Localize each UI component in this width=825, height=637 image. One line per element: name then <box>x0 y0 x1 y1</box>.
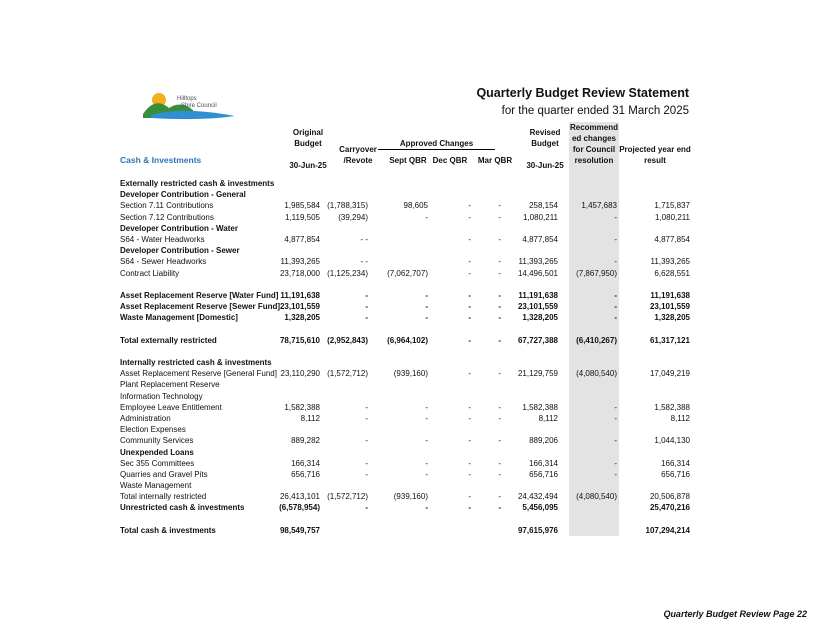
col-dec: Dec QBR <box>432 156 468 165</box>
row-label: Developer Contribution - Water <box>120 223 238 233</box>
row-value-col6: 24,432,494 <box>517 492 558 502</box>
row-value-col8: 11,191,638 <box>650 290 690 300</box>
row-label: Unrestricted cash & investments <box>120 503 245 513</box>
col-revised <box>520 127 570 171</box>
row-value-col1: 1,985,584 <box>284 201 320 211</box>
row-label: Asset Replacement Reserve [Water Fund] <box>120 290 279 300</box>
row-value-col2: - <box>365 290 368 300</box>
table-row <box>120 458 690 469</box>
approved-changes-rule <box>378 149 495 150</box>
row-value-col5: - <box>498 413 501 423</box>
table-row <box>120 480 690 491</box>
row-value-col1: 11,191,638 <box>280 290 320 300</box>
row-value-col8: 6,628,551 <box>654 268 690 278</box>
table-row <box>120 379 690 390</box>
row-label: S64 - Water Headworks <box>120 234 205 244</box>
row-value-col5: - <box>498 469 501 479</box>
table-row <box>120 268 690 279</box>
col-projected-line1: Projected year end <box>619 145 691 154</box>
row-value-col6: 8,112 <box>538 413 558 423</box>
row-label: Asset Replacement Reserve [General Fund] <box>120 369 277 379</box>
row-value-col6: 5,456,095 <box>522 503 558 513</box>
row-value-col5: - <box>498 335 501 345</box>
row-value-col1: 889,282 <box>291 436 320 446</box>
row-value-col7: 1,457,683 <box>581 201 617 211</box>
col-revised-date: 30-Jun-25 <box>526 161 564 170</box>
section-title: Cash & Investments <box>120 155 202 165</box>
row-value-col2: - <box>365 302 368 312</box>
row-value-col4: - <box>468 402 471 412</box>
row-label: Waste Management <box>120 481 192 491</box>
col-projected <box>612 144 698 166</box>
row-value-col6: 889,206 <box>529 436 558 446</box>
table-row <box>120 469 690 480</box>
row-value-col4: - <box>468 302 471 312</box>
col-recommended-line4: resolution <box>574 156 614 165</box>
statement-title: Quarterly Budget Review Statement <box>476 86 689 100</box>
row-label: Administration <box>120 413 171 423</box>
table-row <box>120 491 690 502</box>
col-projected-line2: result <box>644 156 666 165</box>
table-row <box>120 223 690 234</box>
row-value-col4: - <box>468 268 471 278</box>
logo-text-line1: Hilltops <box>177 96 197 102</box>
row-value-col6: 14,496,501 <box>517 268 558 278</box>
budget-table <box>120 178 690 536</box>
row-value-col8: 1,715,837 <box>654 201 690 211</box>
row-value-col4: - <box>468 313 471 323</box>
row-value-col2: - - <box>360 257 368 267</box>
row-value-col3: - <box>425 212 428 222</box>
table-row <box>120 435 690 446</box>
col-mar: Mar QBR <box>477 156 513 165</box>
row-label: Information Technology <box>120 391 203 401</box>
row-value-col4: - <box>468 458 471 468</box>
row-label: Employee Leave Entitlement <box>120 402 222 412</box>
row-label: Quarries and Gravel Pits <box>120 469 208 479</box>
row-value-col6: 67,727,388 <box>517 335 558 345</box>
table-row <box>120 256 690 267</box>
table-row <box>120 514 690 525</box>
row-value-col1: 23,110,290 <box>280 369 320 379</box>
row-value-col5: - <box>498 369 501 379</box>
col-carryover <box>333 144 383 166</box>
col-original-date: 30-Jun-25 <box>289 161 327 170</box>
row-value-col4: - <box>468 369 471 379</box>
row-label: Developer Contribution - General <box>120 190 246 200</box>
row-label: Section 7.11 Contributions <box>120 201 214 211</box>
row-label: Internally restricted cash & investments <box>120 358 272 367</box>
row-value-col7: (4,080,540) <box>576 492 617 502</box>
row-value-col1: 26,413,101 <box>279 492 320 502</box>
row-value-col7: - <box>614 290 617 300</box>
row-value-col7: (4,080,540) <box>576 369 617 379</box>
row-label: Developer Contribution - Sewer <box>120 246 240 256</box>
row-value-col4: - <box>468 503 471 513</box>
row-value-col8: 25,470,216 <box>649 503 690 513</box>
row-value-col3: - <box>425 413 428 423</box>
row-value-col5: - <box>498 201 501 211</box>
row-value-col7: - <box>614 413 617 423</box>
row-value-col1: 166,314 <box>291 458 320 468</box>
row-value-col7: - <box>614 469 617 479</box>
row-label: Waste Management [Domestic] <box>120 313 238 323</box>
row-value-col6: 166,314 <box>529 458 558 468</box>
table-row <box>120 200 690 211</box>
table-row <box>120 447 690 458</box>
row-label: Total cash & investments <box>120 525 216 535</box>
row-label: Total internally restricted <box>120 492 207 502</box>
row-value-col3: - <box>425 458 428 468</box>
row-value-col4: - <box>468 212 471 222</box>
table-row <box>120 335 690 346</box>
row-value-col5: - <box>498 257 501 267</box>
row-value-col3: - <box>425 436 428 446</box>
row-value-col3: - <box>425 402 428 412</box>
row-value-col6: 258,154 <box>529 201 558 211</box>
col-approved-changes: Approved Changes <box>399 139 474 148</box>
table-row <box>120 502 690 513</box>
row-value-col3: (939,160) <box>393 492 428 502</box>
row-value-col7: (7,867,950) <box>576 268 617 278</box>
row-value-col8: 11,393,265 <box>650 257 690 267</box>
row-value-col6: 656,716 <box>529 469 558 479</box>
row-label: Election Expenses <box>120 425 186 435</box>
row-value-col3: - <box>425 313 428 323</box>
page-footer: Quarterly Budget Review Page 22 <box>663 609 807 619</box>
row-value-col2: - <box>365 413 368 423</box>
row-value-col2: - <box>365 503 368 513</box>
row-value-col1: 4,877,854 <box>284 234 320 244</box>
col-revised-line2: Budget <box>531 139 559 148</box>
row-value-col7: (6,410,267) <box>576 335 617 345</box>
table-row <box>120 525 690 536</box>
col-sept: Sept QBR <box>389 156 427 165</box>
row-value-col6: 97,615,976 <box>517 525 558 535</box>
row-value-col5: - <box>498 290 501 300</box>
row-value-col5: - <box>498 402 501 412</box>
row-value-col4: - <box>468 492 471 502</box>
row-value-col2: - <box>365 436 368 446</box>
row-value-col5: - <box>498 436 501 446</box>
table-row <box>120 212 690 223</box>
table-row <box>120 402 690 413</box>
row-value-col1: 656,716 <box>291 469 320 479</box>
row-value-col1: 1,119,505 <box>285 212 320 222</box>
table-row <box>120 424 690 435</box>
row-value-col5: - <box>498 268 501 278</box>
statement-title-block <box>476 85 689 119</box>
row-value-col3: - <box>425 469 428 479</box>
row-label: Contract Liability <box>120 268 180 278</box>
row-value-col7: - <box>614 436 617 446</box>
table-row <box>120 413 690 424</box>
row-value-col8: 107,294,214 <box>645 525 690 535</box>
row-label: Sec 355 Committees <box>120 458 195 468</box>
row-value-col2: - <box>365 469 368 479</box>
row-value-col2: (1,788,315) <box>327 201 368 211</box>
row-value-col7: - <box>614 313 617 323</box>
row-value-col7: - <box>614 302 617 312</box>
row-value-col8: 1,582,388 <box>654 402 690 412</box>
table-row <box>120 245 690 256</box>
row-value-col1: 98,549,757 <box>279 525 320 535</box>
row-value-col7: - <box>614 257 617 267</box>
row-value-col5: - <box>498 212 501 222</box>
col-carryover-line1: Carryover <box>339 145 377 154</box>
table-row <box>120 234 690 245</box>
row-value-col6: 11,393,265 <box>518 257 558 267</box>
row-value-col1: 1,328,205 <box>284 313 320 323</box>
col-recommended-line2: ed changes <box>571 134 616 143</box>
row-value-col2: (2,952,843) <box>327 335 368 345</box>
row-value-col1: 23,101,559 <box>279 302 320 312</box>
table-row <box>120 312 690 323</box>
row-label: Unexpended Loans <box>120 447 194 457</box>
row-value-col5: - <box>498 503 501 513</box>
row-value-col3: - <box>425 290 428 300</box>
row-value-col6: 4,877,854 <box>522 234 558 244</box>
row-value-col6: 23,101,559 <box>517 302 558 312</box>
row-value-col6: 1,080,211 <box>523 212 558 222</box>
row-value-col5: - <box>498 458 501 468</box>
col-recommended-line3: for Council <box>572 145 616 154</box>
row-value-col8: 1,080,211 <box>655 212 690 222</box>
row-value-col4: - <box>468 413 471 423</box>
row-value-col8: 166,314 <box>661 458 690 468</box>
row-value-col8: 1,328,205 <box>654 313 690 323</box>
table-row <box>120 279 690 290</box>
row-value-col8: 1,044,130 <box>654 436 690 446</box>
row-value-col1: 11,393,265 <box>280 257 320 267</box>
row-value-col8: 4,877,854 <box>654 234 690 244</box>
table-row <box>120 368 690 379</box>
row-value-col6: 11,191,638 <box>518 290 558 300</box>
row-value-col7: - <box>614 234 617 244</box>
row-value-col2: - - <box>360 234 368 244</box>
row-value-col8: 17,049,219 <box>649 369 690 379</box>
row-value-col3: (939,160) <box>393 369 428 379</box>
row-label: Community Services <box>120 436 194 446</box>
row-value-col4: - <box>468 257 471 267</box>
row-value-col2: - <box>365 458 368 468</box>
row-value-col2: (1,572,712) <box>327 492 368 502</box>
table-row <box>120 178 690 189</box>
row-value-col4: - <box>468 201 471 211</box>
row-label: Plant Replacement Reserve <box>120 380 220 390</box>
row-value-col4: - <box>468 469 471 479</box>
council-logo <box>141 88 237 122</box>
col-recommended-line1: Recommend <box>569 123 618 132</box>
row-value-col7: - <box>614 458 617 468</box>
col-original-line2: Budget <box>294 139 322 148</box>
row-value-col8: 20,506,878 <box>649 492 690 502</box>
row-value-col8: 656,716 <box>661 469 690 479</box>
row-value-col3: - <box>425 302 428 312</box>
row-value-col5: - <box>498 234 501 244</box>
row-value-col2: - <box>365 402 368 412</box>
row-value-col4: - <box>468 234 471 244</box>
col-original-line1: Original <box>292 128 324 137</box>
table-row <box>120 323 690 334</box>
logo-text-line2: Shire Council <box>181 103 217 109</box>
table-row <box>120 189 690 200</box>
row-value-col2: (39,294) <box>338 212 368 222</box>
row-value-col7: - <box>614 402 617 412</box>
row-value-col3: - <box>425 503 428 513</box>
table-row <box>120 357 690 368</box>
row-value-col6: 1,328,205 <box>522 313 558 323</box>
row-label: S64 - Sewer Headworks <box>120 257 207 267</box>
row-label: Asset Replacement Reserve [Sewer Fund] <box>120 302 281 312</box>
col-carryover-line2: /Revote <box>343 156 373 165</box>
row-value-col6: 21,129,759 <box>517 369 558 379</box>
row-label: Section 7.12 Contributions <box>120 212 214 222</box>
row-value-col2: - <box>365 313 368 323</box>
row-value-col3: (7,062,707) <box>387 268 428 278</box>
col-revised-line1: Revised <box>529 128 561 137</box>
row-value-col2: (1,125,234) <box>327 268 368 278</box>
row-value-col5: - <box>498 302 501 312</box>
table-row <box>120 301 690 312</box>
table-row <box>120 391 690 402</box>
row-value-col3: (6,964,102) <box>387 335 428 345</box>
row-value-col5: - <box>498 313 501 323</box>
row-value-col1: (6,578,954) <box>279 503 320 513</box>
table-row <box>120 290 690 301</box>
row-value-col1: 1,582,388 <box>284 402 320 412</box>
row-value-col8: 23,101,559 <box>649 302 690 312</box>
row-value-col1: 23,718,000 <box>279 268 320 278</box>
row-value-col6: 1,582,388 <box>522 402 558 412</box>
row-value-col1: 8,112 <box>300 413 320 423</box>
row-value-col4: - <box>468 335 471 345</box>
table-row <box>120 346 690 357</box>
row-value-col1: 78,715,610 <box>279 335 320 345</box>
row-value-col5: - <box>498 492 501 502</box>
row-value-col8: 61,317,121 <box>649 335 690 345</box>
row-value-col2: (1,572,712) <box>327 369 368 379</box>
statement-subtitle: for the quarter ended 31 March 2025 <box>501 105 689 117</box>
row-label: Externally restricted cash & investments <box>120 179 275 188</box>
col-original <box>283 127 333 171</box>
row-value-col7: - <box>614 212 617 222</box>
row-label: Total externally restricted <box>120 335 217 345</box>
row-value-col4: - <box>468 436 471 446</box>
row-value-col8: 8,112 <box>670 413 690 423</box>
row-value-col3: 98,605 <box>403 201 428 211</box>
row-value-col4: - <box>468 290 471 300</box>
